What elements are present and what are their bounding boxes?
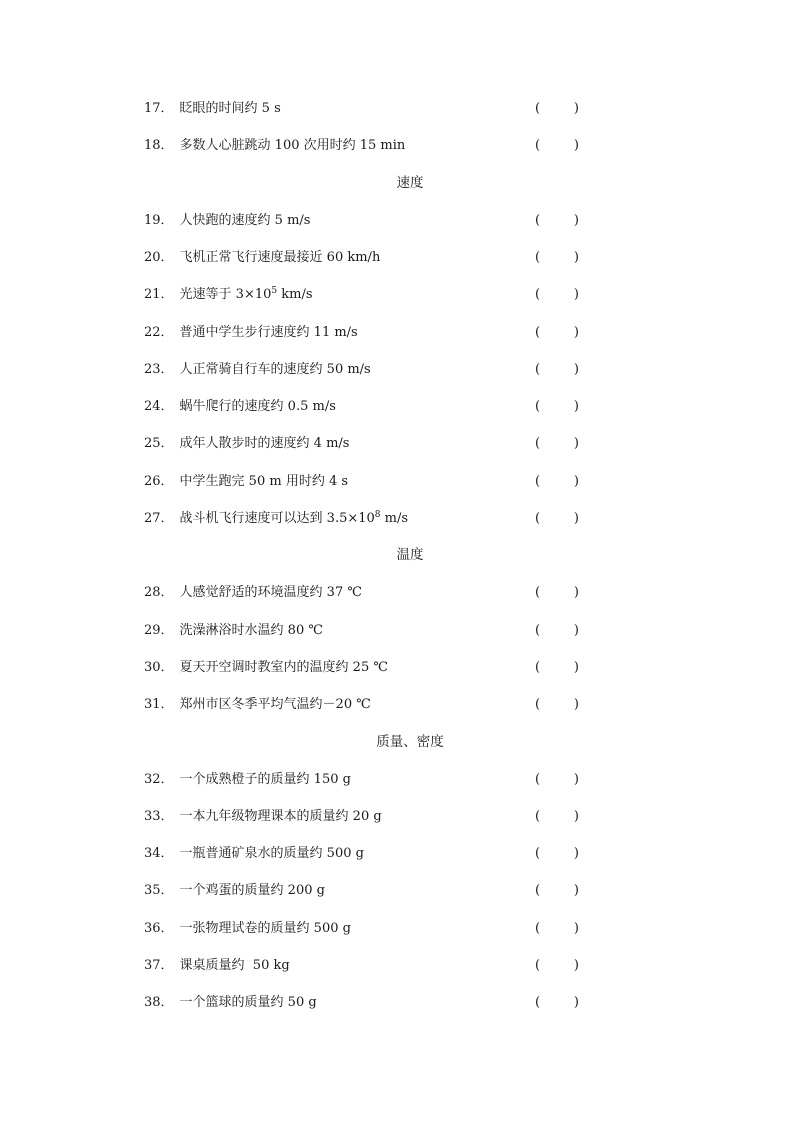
question-34 (0, 842, 794, 866)
answer-blank[interactable]: ( ) (535, 101, 579, 116)
answer-blank[interactable]: ( ) (535, 250, 579, 265)
question-22 (0, 321, 794, 345)
question-text: 26． 中学生跑完 50 m 用时约 4 s (144, 474, 349, 489)
question-text: 36． 一张物理试卷的质量约 500 g (144, 921, 351, 936)
question-18 (0, 134, 794, 158)
question-30 (0, 656, 794, 680)
question-text: 27． 战斗机飞行速度可以达到 $3.5\times 10^8$ m/s (144, 510, 409, 526)
question-text: 34． 一瓶普通矿泉水的质量约 500 g (144, 846, 364, 861)
question-text: 33． 一本九年级物理课本的质量约 20 g (144, 809, 382, 824)
answer-blank[interactable]: ( ) (535, 883, 579, 898)
question-21 (0, 283, 794, 307)
answer-blank[interactable]: ( ) (535, 623, 579, 638)
answer-blank[interactable]: ( ) (535, 585, 579, 600)
question-28 (0, 581, 794, 605)
question-27 (0, 507, 794, 531)
answer-blank[interactable]: ( ) (535, 511, 579, 526)
answer-blank[interactable]: ( ) (535, 995, 579, 1010)
question-text: 37． 课桌质量约 50 kg (144, 958, 290, 973)
question-29 (0, 619, 794, 643)
question-32 (0, 768, 794, 792)
answer-blank[interactable]: ( ) (535, 399, 579, 414)
question-20 (0, 246, 794, 270)
question-33 (0, 805, 794, 829)
question-text: 29． 洗澡淋浴时水温约 80 ℃ (144, 623, 323, 638)
question-text: 22． 普通中学生步行速度约 11 m/s (144, 325, 358, 340)
answer-blank[interactable]: ( ) (535, 921, 579, 936)
question-26 (0, 470, 794, 494)
question-text: 25． 成年人散步时的速度约 4 m/s (144, 436, 350, 451)
section-heading-speed: 速度 (396, 175, 424, 191)
section-heading-temperature: 温度 (396, 547, 424, 563)
answer-blank[interactable]: ( ) (535, 138, 579, 153)
answer-blank[interactable]: ( ) (535, 809, 579, 824)
question-text: 24． 蜗牛爬行的速度约 0.5 m/s (144, 399, 336, 414)
question-17 (0, 97, 794, 121)
question-text: 28． 人感觉舒适的环境温度约 37 ℃ (144, 585, 362, 600)
question-23 (0, 358, 794, 382)
question-text: 19． 人快跑的速度约 5 m/s (144, 213, 311, 228)
question-text: 38． 一个篮球的质量约 50 g (144, 995, 317, 1010)
section-heading-mass-density: 质量、密度 (376, 734, 444, 750)
question-text: 21． 光速等于 $3\times 10^5$ km/s (144, 286, 313, 302)
question-31 (0, 693, 794, 717)
question-24 (0, 395, 794, 419)
question-37 (0, 954, 794, 978)
question-text: 35． 一个鸡蛋的质量约 200 g (144, 883, 325, 898)
answer-blank[interactable]: ( ) (535, 772, 579, 787)
answer-blank[interactable]: ( ) (535, 213, 579, 228)
answer-blank[interactable]: ( ) (535, 362, 579, 377)
answer-blank[interactable]: ( ) (535, 846, 579, 861)
answer-blank[interactable]: ( ) (535, 697, 579, 712)
answer-blank[interactable]: ( ) (535, 660, 579, 675)
question-38 (0, 991, 794, 1015)
answer-blank[interactable]: ( ) (535, 287, 579, 302)
question-text: 31． 郑州市区冬季平均气温约－20 ℃ (144, 697, 371, 712)
answer-blank[interactable]: ( ) (535, 325, 579, 340)
answer-blank[interactable]: ( ) (535, 958, 579, 973)
question-text: 18． 多数人心脏跳动 100 次用时约 15 min (144, 138, 406, 153)
question-35 (0, 879, 794, 903)
question-text: 30． 夏天开空调时教室内的温度约 25 ℃ (144, 660, 388, 675)
question-25 (0, 432, 794, 456)
question-19 (0, 209, 794, 233)
question-36 (0, 917, 794, 941)
question-text: 32． 一个成熟橙子的质量约 150 g (144, 772, 351, 787)
answer-blank[interactable]: ( ) (535, 474, 579, 489)
question-text: 17． 眨眼的时间约 5 s (144, 101, 281, 116)
answer-blank[interactable]: ( ) (535, 436, 579, 451)
question-text: 23． 人正常骑自行车的速度约 50 m/s (144, 362, 371, 377)
question-text: 20． 飞机正常飞行速度最接近 60 km/h (144, 250, 381, 265)
